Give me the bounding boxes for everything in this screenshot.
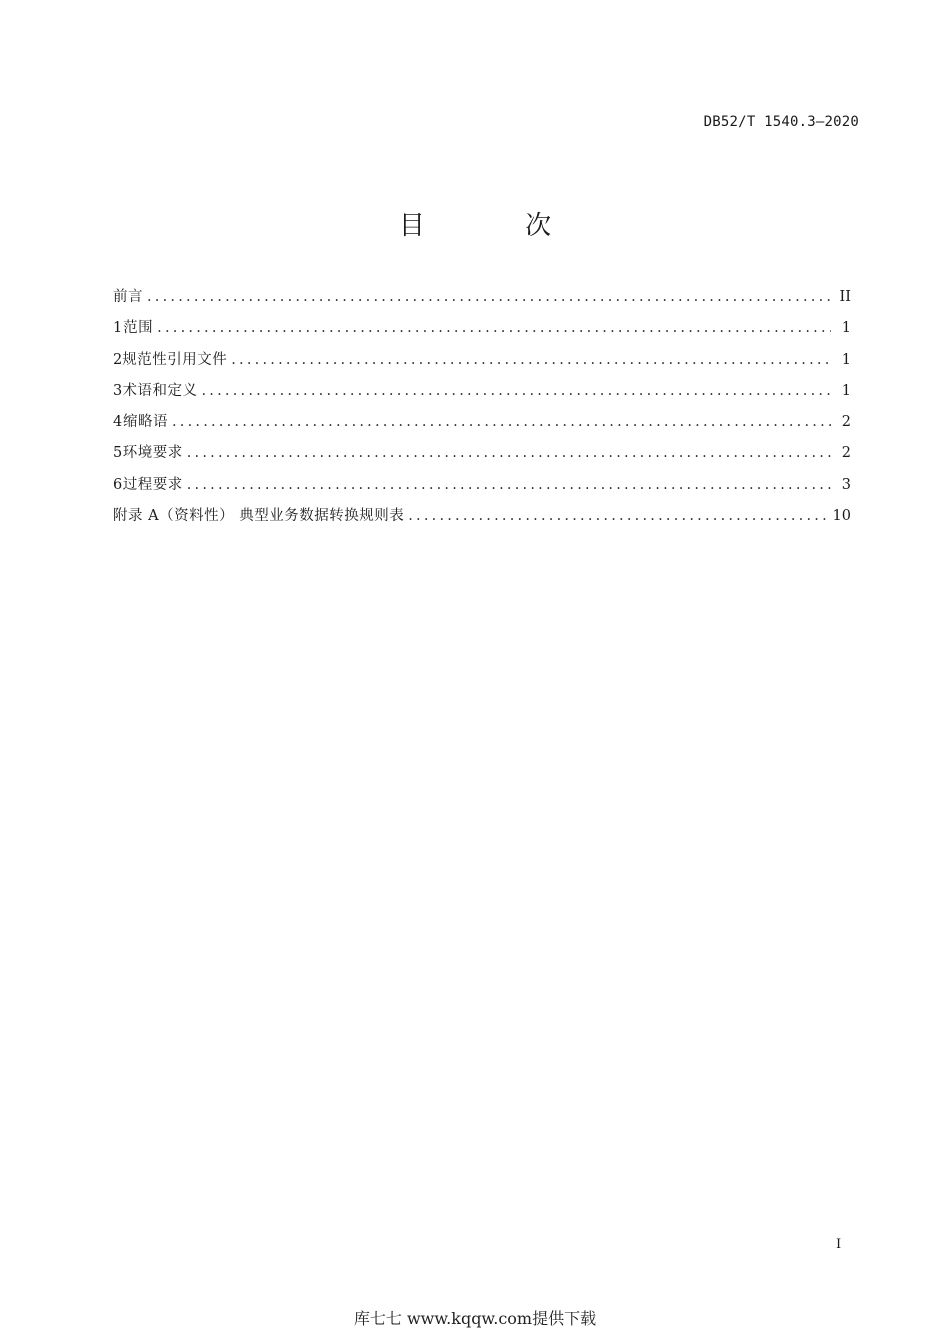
toc-entry-label: 规范性引用文件 bbox=[122, 351, 228, 368]
document-code: DB52/T 1540.3—2020 bbox=[703, 114, 859, 130]
toc-entry-terms-definitions[interactable] bbox=[113, 379, 851, 410]
toc-entry-number: 5 bbox=[113, 445, 123, 462]
toc-entry-normative-references[interactable] bbox=[113, 348, 851, 379]
toc-entry-label: 术语和定义 bbox=[122, 382, 198, 399]
toc-entry-page: 2 bbox=[841, 414, 851, 431]
toc-entry-abbreviations[interactable] bbox=[113, 410, 851, 441]
toc-entry-page: 1 bbox=[841, 351, 851, 368]
toc-entry-environment-requirements[interactable] bbox=[113, 441, 851, 472]
toc-entry-page: 1 bbox=[841, 320, 851, 337]
toc-entry-label: 过程要求 bbox=[122, 476, 183, 493]
toc-entry-page: 2 bbox=[841, 445, 851, 462]
toc-entry-page: 3 bbox=[841, 476, 851, 493]
toc-leader-dots bbox=[202, 379, 832, 403]
toc-entry-label: 缩略语 bbox=[122, 414, 168, 431]
toc-entry-page: 10 bbox=[832, 508, 851, 525]
download-footer: 库七七 www.kqqw.com提供下载 bbox=[353, 1309, 597, 1328]
toc-title: 目 次 bbox=[398, 211, 598, 241]
table-of-contents bbox=[113, 285, 851, 535]
toc-entry-number: 2 bbox=[113, 351, 123, 368]
toc-entry-process-requirements[interactable] bbox=[113, 473, 851, 504]
toc-leader-dots bbox=[147, 285, 831, 309]
toc-leader-dots bbox=[172, 410, 831, 434]
toc-entry-number: 4 bbox=[113, 414, 123, 431]
toc-entry-page: 1 bbox=[841, 382, 851, 399]
toc-entry-number: 3 bbox=[113, 382, 123, 399]
toc-leader-dots bbox=[157, 316, 831, 340]
page-number: I bbox=[836, 1237, 842, 1252]
toc-leader-dots bbox=[231, 348, 831, 372]
toc-entry-label: 范围 bbox=[123, 320, 154, 337]
toc-entry-number: 6 bbox=[113, 476, 123, 493]
toc-entry-label: 附录 A（资料性） 典型业务数据转换规则表 bbox=[113, 508, 405, 525]
toc-entry-label: 前言 bbox=[113, 289, 143, 305]
toc-entry-number: 1 bbox=[113, 320, 123, 337]
toc-entry-scope[interactable] bbox=[113, 316, 851, 347]
toc-leader-dots bbox=[187, 441, 831, 465]
toc-entry-page: II bbox=[839, 289, 851, 305]
toc-leader-dots bbox=[187, 473, 831, 497]
toc-entry-appendix-a[interactable] bbox=[113, 504, 851, 535]
toc-entry-preface[interactable] bbox=[113, 285, 851, 316]
toc-leader-dots bbox=[408, 504, 826, 528]
toc-entry-label: 环境要求 bbox=[122, 445, 183, 462]
